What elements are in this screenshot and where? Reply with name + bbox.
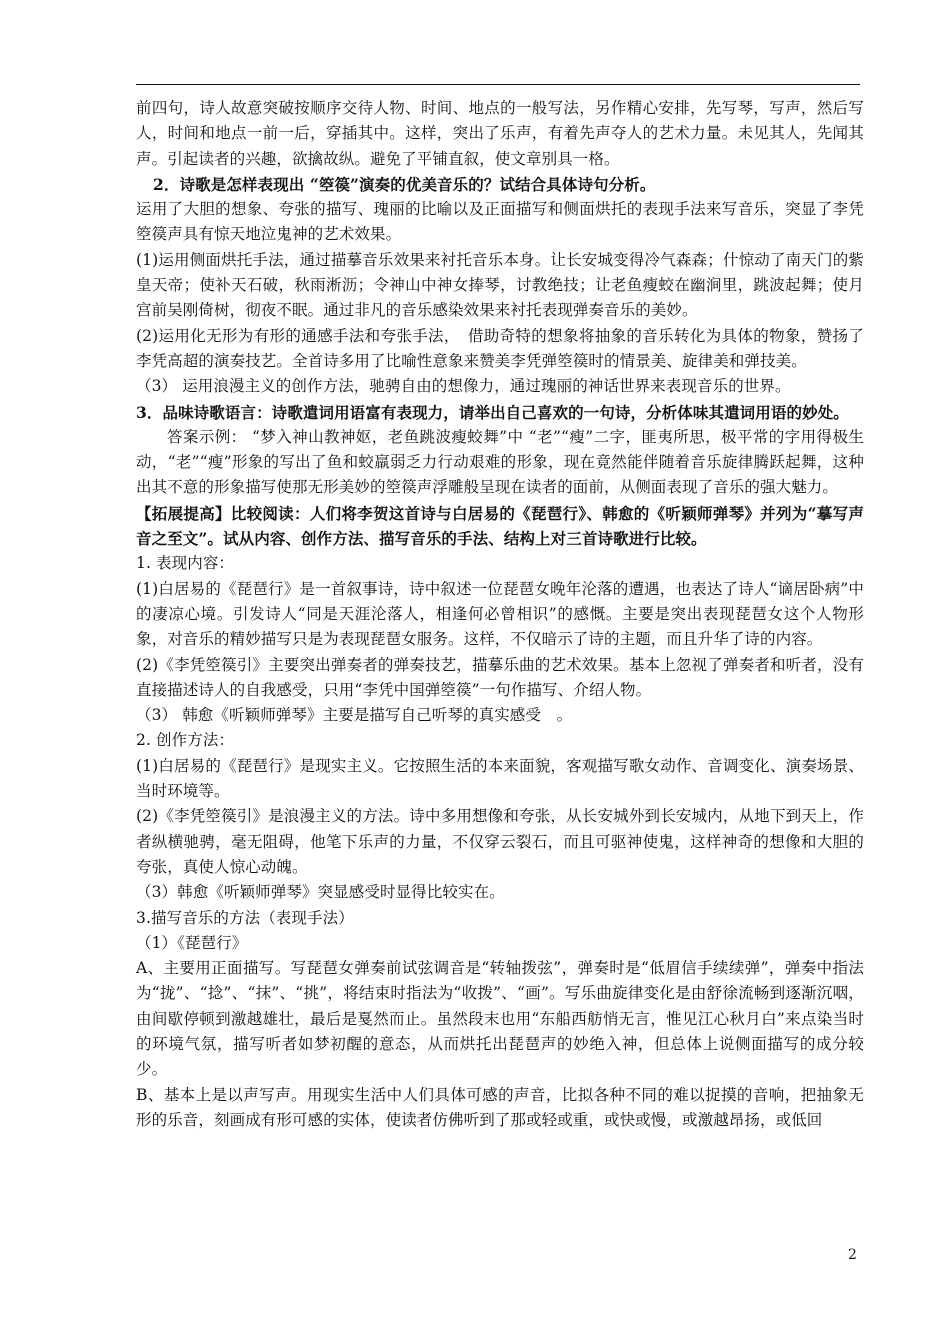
extension-heading: 【拓展提高】比较阅读：人们将李贺这首诗与白居易的《琵琶行》、韩愈的《听颖师弹琴》并列为“摹写声音之至文”。试从内容、创作方法、描写音乐的手法、结构上对三首诗歌进行比较。 [136, 503, 864, 549]
section-3-heading: 3.描写音乐的方法（表现手法） [136, 908, 354, 927]
section-3-point-b: B、基本上是以声写声。用现实生活中人们具体可感的声音，比拟各种不同的难以捉摸的音响，把抽象无形的乐音，刻画成有形可感的实体，使读者仿佛听到了那或轻或重，或快或慢，或激越昂扬，或低回 [136, 1085, 864, 1129]
section-2-item-2: (2)《李凭箜篌引》是浪漫主义的方法。诗中多用想像和夸张，从长安城外到长安城内，从地下到天上，作者纵横驰骋，毫无阻碍，他笔下乐声的力量，不仅穿云裂石，而且可驱神使鬼，这样神奇的想像和大胆的夸张，真使人惊心动魄。 [136, 807, 864, 876]
page-number: 2 [848, 1247, 857, 1263]
section-2-item-3: （3）韩愈《听颖师弹琴》突显感受时显得比较实在。 [136, 883, 505, 902]
answer-2-summary: 运用了大胆的想象、夸张的描写、瑰丽的比喻以及正面描写和侧面烘托的表现手法来写音乐，突显了李凭箜篌声具有惊天地泣鬼神的艺术效果。 [136, 200, 864, 244]
question-2: 2．诗歌是怎样表现出 “箜篌”演奏的优美音乐的？试结合具体诗句分析。 [153, 174, 656, 194]
section-1-item-3: （3） 韩愈《听颖师弹琴》主要是描写自己听琴的真实感受 。 [136, 706, 573, 725]
section-2-item-1: (1)白居易的《琵琶行》是现实主义。它按照生活的本来面貌，客观描写歌女动作、音调变化、演奏场景、当时环境等。 [136, 756, 864, 801]
section-1-item-2: (2)《李凭箜篌引》主要突出弹奏者的弹奏技艺，描摹乐曲的艺术效果。基本上忽视了弹奏者和听者，没有直接描述诗人的自我感受，只用“李凭中国弹箜篌”一句作描写、介绍人物。 [136, 655, 864, 699]
section-2-heading: 2. 创作方法： [136, 731, 235, 750]
paragraph-intro: 前四句，诗人故意突破按顺序交待人物、时间、地点的一般写法，另作精心安排，先写琴，写声，然后写人，时间和地点一前一后，穿插其中。这样，突出了乐声，有着先声夺人的艺术力量。未见其人，先闻其声。引起读者的兴趣，欲擒故纵。避免了平铺直叙，使文章别具一格。 [136, 99, 864, 168]
section-1-heading: 1. 表现内容： [136, 554, 235, 573]
document-body [136, 96, 864, 1133]
section-3-subheading-1: （1）《琵琶行》 [136, 933, 248, 952]
question-3: 3．品味诗歌语言：诗歌遣词用语富有表现力，请举出自己喜欢的一句诗，分析体味其遣词用语的妙处。 [136, 402, 849, 422]
header-rule [136, 84, 860, 85]
section-3-point-a: A、主要用正面描写。写琵琶女弹奏前试弦调音是“转轴拨弦”，弹奏时是“低眉信手续续弹”，弹奏中指法为“拢”、“捻”、“抹”、“挑”，将结束时指法为“收拨”、“画”。写乐曲旋律变化是由舒徐流畅到逐渐沉咽，由间歇停顿到激越雄壮，最后是戛然而止。虽然段末也用“东船西舫悄无言，惟见江心秋月白”来点染当时的环境气氛，描写听者如梦初醒的意态，从而烘托出琵琶声的妙绝入神，但总体上说侧面描写的成分较少。 [136, 959, 864, 1079]
answer-3-example: 答案示例： “梦入神山教神妪，老鱼跳波瘦蛟舞”中 “老”“瘦”二字，匪夷所思，极平常的字用得极生动，“老”“瘦”形象的写出了鱼和蛟羸弱乏力行动艰难的形象，现在竟然能伴随着音乐旋律腾跃起舞，这种出其不意的形象描写使那无形美妙的箜篌声浮雕般呈现在读者的面前，从侧面表现了音乐的强大魅力。 [136, 427, 864, 497]
answer-2-point-1: (1)运用侧面烘托手法，通过描摹音乐效果来衬托音乐本身。让长安城变得冷气森森；什惊动了南天门的紫皇天帝；使补天石破，秋雨淅沥；令神山中神女捧琴，讨教绝技；让老鱼瘦蛟在幽涧里，跳波起舞；使月宫前吴刚倚树，彻夜不眠。通过非凡的音乐感染效果来衬托表现弹奏音乐的美妙。 [136, 250, 864, 320]
answer-2-point-3: （3） 运用浪漫主义的创作方法，驰骋自由的想像力，通过瑰丽的神话世界来表现音乐的世界。 [136, 377, 791, 396]
section-1-item-1: (1)白居易的《琵琶行》是一首叙事诗，诗中叙述一位琵琶女晚年沦落的遭遇，也表达了诗人“谪居卧病”中的凄凉心境。引发诗人“同是天涯沦落人，相逢何必曾相识”的感慨。主要是突出表现琵琶女这个人物形象，对音乐的精妙描写只是为表现琵琶女服务。这样，不仅暗示了诗的主题，而且升华了诗的内容。 [136, 579, 864, 649]
answer-2-point-2: (2)运用化无形为有形的通感手法和夸张手法， 借助奇特的想象将抽象的音乐转化为具体的物象，赞扬了李凭高超的演奏技艺。全首诗多用了比喻性意象来赞美李凭弹箜篌时的情景美、旋律美和弹技美。 [136, 326, 864, 370]
